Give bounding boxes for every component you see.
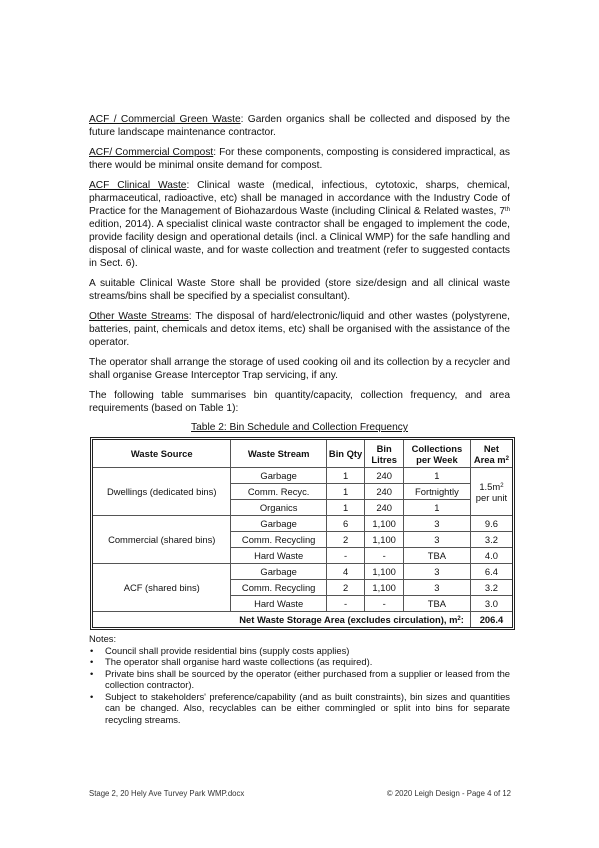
document-page	[89, 113, 510, 725]
table-row	[93, 564, 512, 580]
notes-title: Notes:	[89, 633, 117, 644]
cell-qty: 4	[326, 564, 365, 580]
notes-list	[89, 645, 510, 726]
cell-litres: 1,100	[365, 580, 404, 596]
list-item: • Council shall provide residential bins (supply costs applies)	[89, 645, 510, 657]
cell-collections: 3	[403, 532, 470, 548]
source-commercial: Commercial (shared bins)	[93, 516, 231, 564]
text-clinical-waste-b: edition, 2014). A specialist clinical waste contractor shall be engaged to implement the code, provide facility design and operational details (incl. a Clinical WMP) for the safe handling and disposal of clinical waste, and for waste collection and treatment (refer to suggested contacts in Sect. 6).	[89, 219, 510, 269]
table-caption: Table 2: Bin Schedule and Collection Frequency	[191, 422, 408, 433]
cell-area: 6.4	[470, 564, 512, 580]
list-item: • Subject to stakeholders' preference/capability (and as built constraints), bin sizes and quantities can be changed. Also, recyclables can be either commingled or split into bins for separate recycling streams.	[89, 691, 510, 726]
cell-litres: 1,100	[365, 532, 404, 548]
heading-green-waste: ACF / Commercial Green Waste	[89, 114, 241, 125]
cell-litres: -	[365, 548, 404, 564]
table-header-row	[93, 440, 512, 468]
area-dwellings: $1.5m^2$ per unit	[470, 468, 512, 516]
cell-stream: Garbage	[231, 564, 326, 580]
bin-schedule-table	[93, 440, 512, 627]
cell-stream: Hard Waste	[231, 548, 326, 564]
header-waste-source: Waste Source	[93, 440, 231, 468]
cell-qty: 1	[326, 468, 365, 484]
cell-qty: 1	[326, 500, 365, 516]
heading-clinical-waste: ACF Clinical Waste	[89, 180, 187, 191]
paragraph-green-waste	[89, 113, 510, 139]
text-clinical-waste-a: : Clinical waste (medical, infectious, cytotoxic, sharps, chemical, pharmaceutical, radioactive, etc) shall be managed in accordance with the Industry Code of Practice for the Management of Biohazardous Waste (including Clinical & Related wastes, 7	[89, 180, 510, 217]
table-row	[93, 468, 512, 484]
cell-stream: Garbage	[231, 468, 326, 484]
paragraph-clinical-store: A suitable Clinical Waste Store shall be provided (store size/design and all clinical waste streams/bins shall be specified by a specialist consultant).	[89, 278, 510, 302]
table-total-row	[93, 612, 512, 628]
paragraph-other-streams	[89, 310, 510, 349]
cell-area: 3.2	[470, 580, 512, 596]
source-dwellings: Dwellings (dedicated bins)	[93, 468, 231, 516]
heading-other-streams: Other Waste Streams	[89, 311, 189, 322]
paragraph-cooking-oil: The operator shall arrange the storage of used cooking oil and its collection by a recycler and shall organise Grease Interceptor Trap servicing, if any.	[89, 357, 510, 381]
text-green-waste: : Garden organics shall be collected and disposed by the future landscape maintenance contractor.	[89, 114, 510, 138]
cell-qty: -	[326, 548, 365, 564]
cell-area: 9.6	[470, 516, 512, 532]
cell-area: 3.0	[470, 596, 512, 612]
cell-stream: Hard Waste	[231, 596, 326, 612]
footer-page-info: © 2020 Leigh Design - Page 4 of 12	[386, 789, 511, 798]
cell-collections: 3	[403, 564, 470, 580]
cell-litres: 240	[365, 500, 404, 516]
paragraph-clinical-waste	[89, 179, 510, 270]
cell-stream: Comm. Recyc.	[231, 484, 326, 500]
header-bin-litres: Bin Litres	[365, 440, 404, 468]
cell-collections: Fortnightly	[403, 484, 470, 500]
source-acf: ACF (shared bins)	[93, 564, 231, 612]
footer-filename: Stage 2, 20 Hely Ave Turvey Park WMP.docx	[89, 789, 245, 798]
list-item: • The operator shall organise hard waste collections (as required).	[89, 656, 510, 668]
cell-collections: 3	[403, 516, 470, 532]
cell-collections: TBA	[403, 596, 470, 612]
cell-litres: 240	[365, 468, 404, 484]
cell-qty: 6	[326, 516, 365, 532]
heading-compost: ACF/ Commercial Compost	[89, 147, 214, 158]
header-bin-qty: Bin Qty	[326, 440, 365, 468]
table-row	[93, 516, 512, 532]
bin-schedule-table-frame	[90, 437, 515, 630]
total-label: Net Waste Storage Area (excludes circulation), $m^2$:	[93, 612, 470, 628]
edition-superscript: th	[504, 207, 510, 213]
cell-qty: 1	[326, 484, 365, 500]
notes-section	[89, 633, 510, 725]
cell-stream: Comm. Recycling	[231, 580, 326, 596]
cell-stream: Organics	[231, 500, 326, 516]
cell-area: 3.2	[470, 532, 512, 548]
cell-litres: 240	[365, 484, 404, 500]
cell-collections: 1	[403, 500, 470, 516]
cell-stream: Comm. Recycling	[231, 532, 326, 548]
header-collections: Collections per Week	[403, 440, 470, 468]
text-compost: : For these components, composting is considered impractical, as there would be minimal onsite demand for compost.	[89, 147, 510, 171]
cell-collections: TBA	[403, 548, 470, 564]
cell-litres: -	[365, 596, 404, 612]
list-item: • Private bins shall be sourced by the operator (either purchased from a supplier or leased from the collection contractor).	[89, 668, 510, 691]
cell-litres: 1,100	[365, 564, 404, 580]
paragraph-compost	[89, 146, 510, 172]
text-other-streams: : The disposal of hard/electronic/liquid and other wastes (polystyrene, batteries, paint, chemicals and detox items, etc) shall be organised with the assistance of the operator.	[89, 311, 511, 348]
cell-qty: 2	[326, 580, 365, 596]
total-value: 206.4	[470, 612, 512, 628]
cell-qty: 2	[326, 532, 365, 548]
header-net-area: Net Area $m^2$	[470, 440, 512, 468]
cell-litres: 1,100	[365, 516, 404, 532]
cell-qty: -	[326, 596, 365, 612]
cell-area: 4.0	[470, 548, 512, 564]
paragraph-table-intro: The following table summarises bin quantity/capacity, collection frequency, and area requirements (based on Table 1):	[89, 390, 510, 414]
cell-collections: 1	[403, 468, 470, 484]
cell-collections: 3	[403, 580, 470, 596]
cell-stream: Garbage	[231, 516, 326, 532]
header-waste-stream: Waste Stream	[231, 440, 326, 468]
